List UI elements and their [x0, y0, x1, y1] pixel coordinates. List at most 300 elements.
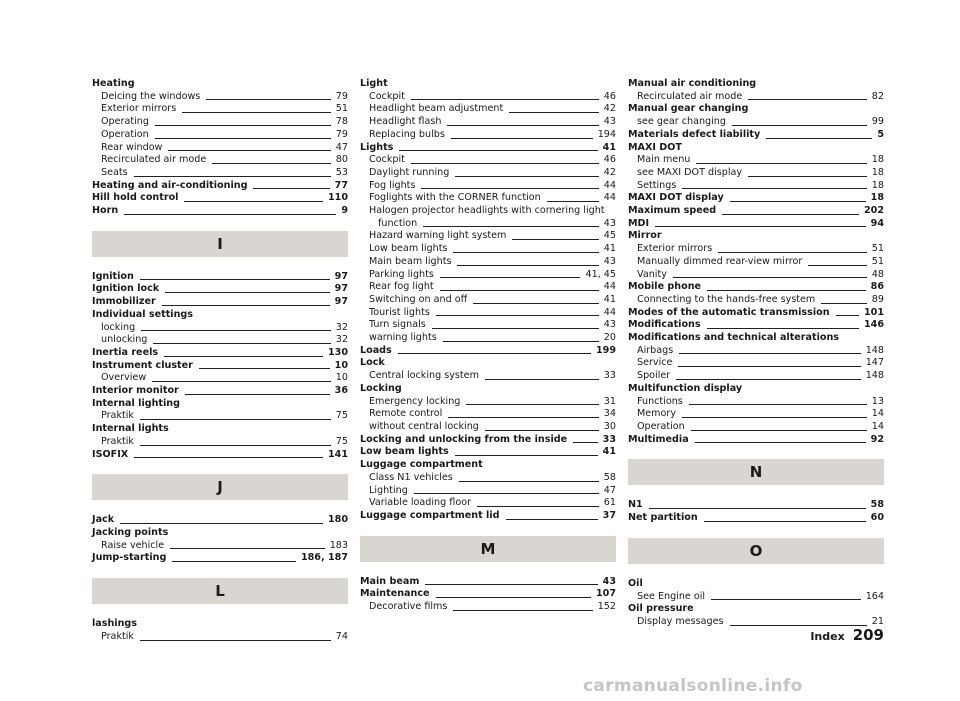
- index-entry: [92, 385, 348, 398]
- page-ref: 94: [870, 217, 884, 229]
- page-ref: 44: [603, 192, 616, 204]
- index-subentry: [360, 281, 616, 294]
- index-entry: [92, 552, 348, 565]
- leader-line: [573, 442, 598, 443]
- leader-line: [748, 176, 867, 177]
- index-subentry: [92, 631, 348, 644]
- index-heading: Luggage compartment: [360, 459, 483, 471]
- index-entry: [628, 205, 884, 218]
- index-entry: [92, 205, 348, 218]
- entry-term: Tourist lights: [369, 306, 430, 318]
- entry-term: Variable loading floor: [369, 497, 472, 509]
- page-ref: 37: [602, 509, 616, 521]
- page-ref: 58: [870, 499, 884, 511]
- entry-term: Spoiler: [637, 370, 671, 382]
- leader-line: [421, 188, 598, 189]
- page-ref: 202: [863, 205, 884, 217]
- page-ref: 51: [871, 243, 884, 255]
- index-subentry: [628, 243, 884, 256]
- entry-term: Operating: [101, 116, 149, 128]
- index-subentry: [360, 307, 616, 320]
- leader-line: [691, 430, 867, 431]
- page-ref: 48: [871, 268, 884, 280]
- leader-line: [695, 442, 866, 443]
- index-entry: [628, 499, 884, 512]
- entry-term: Main beam lights: [369, 255, 452, 267]
- entry-term: ISOFIX: [92, 448, 129, 460]
- page-ref: 9: [341, 205, 348, 217]
- index-entry: [360, 446, 616, 459]
- page-ref: 107: [595, 588, 616, 600]
- entry-term: Ignition: [92, 270, 134, 282]
- leader-line: [673, 277, 867, 278]
- index-subentry: [92, 154, 348, 167]
- entry-term: Memory: [637, 408, 677, 420]
- section-letter: N: [628, 459, 884, 485]
- page-ref: 47: [335, 141, 348, 153]
- index-heading: Heating: [92, 78, 135, 89]
- page-ref: 199: [595, 344, 616, 356]
- leader-line: [206, 99, 330, 100]
- index-subentry: [360, 269, 616, 282]
- section-letter: I: [92, 231, 348, 257]
- footer-label: Index: [810, 630, 845, 643]
- page-ref: 45: [603, 230, 616, 242]
- entry-term: Maintenance: [360, 588, 430, 600]
- leader-line: [152, 381, 331, 382]
- leader-line: [448, 417, 598, 418]
- index-subentry: [360, 472, 616, 485]
- leader-line: [459, 481, 599, 482]
- entry-term: Parking lights: [369, 268, 434, 280]
- index-entry: [628, 192, 884, 205]
- index-entry: [360, 510, 616, 523]
- section-letter: M: [360, 536, 616, 562]
- leader-line: [696, 163, 866, 164]
- leader-line: [199, 368, 330, 369]
- index-subentry: [628, 294, 884, 307]
- page-ref: 152: [597, 601, 616, 613]
- leader-line: [722, 214, 859, 215]
- index-subentry: [360, 256, 616, 269]
- entry-term: Foglights with the CORNER function: [369, 192, 541, 204]
- leader-line: [766, 138, 872, 139]
- entry-term: Functions: [637, 395, 683, 407]
- entry-term: Low beam lights: [360, 446, 449, 458]
- index-subentry: [360, 167, 616, 180]
- leader-line: [512, 239, 598, 240]
- index-subentry: [628, 357, 884, 370]
- leader-line: [455, 455, 598, 456]
- index-column-2: [360, 78, 616, 614]
- entry-term: Class N1 vehicles: [369, 471, 453, 483]
- entry-term: Vanity: [637, 268, 667, 280]
- index-subentry: [360, 129, 616, 142]
- page-ref: 33: [602, 433, 616, 445]
- entry-term: MAXI DOT display: [628, 192, 724, 204]
- index-entry: [628, 307, 884, 320]
- entry-term: Exterior mirrors: [637, 243, 713, 255]
- page-ref: 75: [335, 410, 348, 422]
- page-ref: 148: [865, 370, 884, 382]
- leader-line: [443, 341, 599, 342]
- index-entry: [92, 449, 348, 462]
- index-subentry: [360, 601, 616, 614]
- index-heading: Manual gear changing: [628, 103, 749, 115]
- page-ref: 18: [870, 192, 884, 204]
- leader-line: [704, 521, 866, 522]
- leader-line: [836, 315, 859, 316]
- entry-term: Turn signals: [369, 319, 426, 331]
- entry-term: Remote control: [369, 408, 443, 420]
- page-ref: 82: [871, 90, 884, 102]
- index-entry: [92, 283, 348, 296]
- entry-term: Settings: [637, 179, 677, 191]
- index-subentry: [360, 192, 616, 205]
- leader-line: [168, 150, 330, 151]
- leader-line: [730, 201, 866, 202]
- leader-line: [185, 394, 330, 395]
- page-number: 209: [852, 626, 884, 644]
- leader-line: [182, 112, 331, 113]
- index-subentry: [360, 218, 616, 231]
- page-ref: 130: [327, 346, 348, 358]
- page-ref: 47: [603, 484, 616, 496]
- entry-term: Operation: [637, 420, 685, 432]
- leader-line: [134, 457, 323, 458]
- index-entry: [628, 281, 884, 294]
- leader-line: [821, 303, 867, 304]
- page-ref: 79: [335, 90, 348, 102]
- index-heading: Multifunction display: [628, 382, 743, 394]
- index-heading: lashings: [92, 618, 137, 630]
- leader-line: [655, 226, 866, 227]
- entry-term: Locking and unlocking from the inside: [360, 433, 568, 445]
- page-ref: 43: [603, 217, 616, 229]
- entry-term: N1: [628, 499, 643, 511]
- index-entry: [360, 142, 616, 155]
- entry-term: Inertia reels: [92, 346, 159, 358]
- leader-line: [140, 419, 331, 420]
- leader-line: [423, 226, 599, 227]
- page-ref: 5: [877, 128, 884, 140]
- leader-line: [165, 292, 330, 293]
- page-ref: 89: [871, 293, 884, 305]
- leader-line: [649, 508, 866, 509]
- index-subentry: [360, 485, 616, 498]
- leader-line: [436, 315, 599, 316]
- entry-term: See Engine oil: [637, 590, 706, 602]
- page-ref: 110: [327, 192, 348, 204]
- page-ref: 75: [335, 435, 348, 447]
- leader-line: [732, 125, 867, 126]
- entry-term: Lighting: [369, 484, 408, 496]
- leader-line: [212, 163, 331, 164]
- page-ref: 30: [603, 420, 616, 432]
- page-ref: 10: [335, 372, 348, 384]
- index-entry: [360, 576, 616, 589]
- entry-term: see gear changing: [637, 116, 726, 128]
- index-entry: [92, 271, 348, 284]
- page-ref: 21: [871, 615, 884, 627]
- entry-term: Cockpit: [369, 90, 405, 102]
- page-ref: 61: [603, 497, 616, 509]
- index-subentry: [628, 91, 884, 104]
- entry-term: Mobile phone: [628, 281, 702, 293]
- leader-line: [134, 176, 331, 177]
- page-ref: 92: [870, 433, 884, 445]
- page-ref: 46: [603, 154, 616, 166]
- leader-line: [453, 252, 598, 253]
- index-entry: [360, 588, 616, 601]
- page-ref: 43: [603, 116, 616, 128]
- entry-term: Interior monitor: [92, 385, 179, 397]
- leader-line: [682, 417, 867, 418]
- index-column-3: [628, 78, 884, 629]
- entry-term: Rear fog light: [369, 281, 434, 293]
- index-heading: Oil: [628, 577, 643, 589]
- entry-term: Display messages: [637, 615, 724, 627]
- page-ref: 13: [871, 395, 884, 407]
- page-ref: 79: [335, 128, 348, 140]
- page-ref: 31: [603, 395, 616, 407]
- leader-line: [440, 277, 581, 278]
- page-ref: 20: [603, 332, 616, 344]
- index-subentry: [360, 408, 616, 421]
- page-ref: 41: [603, 243, 616, 255]
- leader-line: [440, 290, 599, 291]
- entry-term: Instrument cluster: [92, 359, 193, 371]
- entry-term: Seats: [101, 166, 128, 178]
- index-subentry: [92, 129, 348, 142]
- entry-term: Maximum speed: [628, 205, 717, 217]
- index-heading: MAXI DOT: [628, 141, 682, 153]
- entry-term: Main beam: [360, 575, 420, 587]
- page-ref: 60: [870, 512, 884, 524]
- entry-term: MDI: [628, 217, 650, 229]
- index-subentry: [92, 372, 348, 385]
- page-ref: 99: [871, 116, 884, 128]
- page-ref: 34: [603, 408, 616, 420]
- leader-line: [707, 328, 859, 329]
- leader-line: [170, 548, 325, 549]
- entry-term: Praktik: [101, 630, 134, 642]
- index-entry: [92, 360, 348, 373]
- index-subentry: [628, 180, 884, 193]
- leader-line: [679, 353, 860, 354]
- index-entry: [628, 434, 884, 447]
- index-subentry: [628, 167, 884, 180]
- entry-term: Deicing the windows: [101, 90, 201, 102]
- index-subentry: [92, 436, 348, 449]
- page-ref: 33: [603, 370, 616, 382]
- page-ref: 101: [863, 306, 884, 318]
- leader-line: [399, 150, 597, 151]
- page-ref: 43: [602, 575, 616, 587]
- entry-term: Headlight flash: [369, 116, 442, 128]
- index-subentry: [360, 116, 616, 129]
- leader-line: [547, 201, 599, 202]
- entry-term: Decorative films: [369, 601, 448, 613]
- index-subentry: [628, 154, 884, 167]
- index-subentry: [360, 421, 616, 434]
- entry-term: Airbags: [637, 344, 674, 356]
- page-ref: 14: [871, 408, 884, 420]
- index-heading: Individual settings: [92, 308, 193, 320]
- entry-term: Multimedia: [628, 433, 689, 445]
- entry-term: Rear window: [101, 141, 163, 153]
- index-subentry: [92, 410, 348, 423]
- page-ref: 18: [871, 154, 884, 166]
- page-ref: 164: [865, 590, 884, 602]
- entry-term: Service: [637, 357, 673, 369]
- index-subentry: [628, 396, 884, 409]
- leader-line: [140, 445, 331, 446]
- entry-term: Luggage compartment lid: [360, 509, 500, 521]
- entry-term: function: [378, 217, 418, 229]
- index-heading: Internal lights: [92, 423, 169, 435]
- index-subentry: [360, 294, 616, 307]
- index-subentry: [360, 230, 616, 243]
- index-heading: Mirror: [628, 230, 662, 242]
- leader-line: [453, 610, 592, 611]
- entry-term: Praktik: [101, 410, 134, 422]
- index-subentry: [92, 540, 348, 553]
- index-subentry: [92, 167, 348, 180]
- index-subentry: [628, 408, 884, 421]
- page-ref: 194: [597, 128, 616, 140]
- leader-line: [140, 640, 331, 641]
- index-entry: [628, 129, 884, 142]
- leader-line: [477, 506, 599, 507]
- index-subentry: [628, 345, 884, 358]
- leader-line: [485, 430, 599, 431]
- leader-line: [707, 290, 866, 291]
- index-subentry: [360, 91, 616, 104]
- entry-term: Loads: [360, 344, 392, 356]
- entry-term: unlocking: [101, 334, 148, 346]
- page-ref: 147: [865, 357, 884, 369]
- entry-term: Modifications: [628, 319, 701, 331]
- page-ref: 86: [870, 281, 884, 293]
- index-heading: Lock: [360, 357, 385, 369]
- page-ref: 41: [602, 141, 616, 153]
- page-ref: 53: [335, 166, 348, 178]
- index-column-1: [92, 78, 348, 644]
- index-subentry: [360, 396, 616, 409]
- leader-line: [718, 252, 867, 253]
- page-ref: 41: [602, 446, 616, 458]
- leader-line: [411, 163, 599, 164]
- page-footer: [810, 626, 884, 644]
- page-ref: 43: [603, 255, 616, 267]
- leader-line: [455, 176, 599, 177]
- entry-term: Jump-starting: [92, 552, 167, 564]
- entry-term: Recirculated air mode: [637, 90, 743, 102]
- index-heading: Internal lighting: [92, 397, 181, 409]
- index-entry: [92, 514, 348, 527]
- entry-term: locking: [101, 321, 136, 333]
- leader-line: [808, 265, 867, 266]
- index-subentry: [628, 370, 884, 383]
- index-heading: Oil pressure: [628, 603, 694, 615]
- entry-term: Net partition: [628, 512, 698, 524]
- index-entry: [92, 192, 348, 205]
- leader-line: [425, 584, 597, 585]
- leader-line: [153, 343, 330, 344]
- section-letter: O: [628, 538, 884, 564]
- page-ref: 36: [334, 385, 348, 397]
- index-entry: [92, 180, 348, 193]
- index-subentry: [360, 180, 616, 193]
- page-ref: 44: [603, 179, 616, 191]
- entry-term: Daylight running: [369, 166, 450, 178]
- page-ref: 14: [871, 420, 884, 432]
- section-letter: L: [92, 578, 348, 604]
- page-ref: 51: [871, 255, 884, 267]
- entry-term: Low beam lights: [369, 243, 448, 255]
- entry-term: Fog lights: [369, 179, 416, 191]
- index-heading: Jacking points: [92, 526, 169, 538]
- index-subentry: [360, 497, 616, 510]
- leader-line: [748, 99, 867, 100]
- entry-term: Overview: [101, 372, 147, 384]
- index-subentry: [92, 334, 348, 347]
- entry-term: Raise vehicle: [101, 539, 165, 551]
- index-entry: [628, 218, 884, 231]
- page-ref: 51: [335, 103, 348, 115]
- leader-line: [451, 138, 593, 139]
- leader-line: [172, 561, 296, 562]
- index-entry: [628, 512, 884, 525]
- index-subentry: [360, 332, 616, 345]
- page-ref: 18: [871, 166, 884, 178]
- entry-term: Emergency locking: [369, 395, 461, 407]
- leader-line: [473, 303, 599, 304]
- index-subentry: [360, 103, 616, 116]
- entry-term: Operation: [101, 128, 149, 140]
- entry-term: Central locking system: [369, 370, 479, 382]
- index-subentry: [92, 91, 348, 104]
- index-subentry: [92, 142, 348, 155]
- index-heading: Light: [360, 78, 388, 89]
- entry-term: Modes of the automatic transmission: [628, 306, 830, 318]
- page-ref: 41, 45: [585, 268, 616, 280]
- entry-term: Immobilizer: [92, 296, 156, 308]
- leader-line: [432, 328, 599, 329]
- entry-term: Replacing bulbs: [369, 128, 445, 140]
- index-subentry: [360, 370, 616, 383]
- entry-term: Hazard warning light system: [369, 230, 507, 242]
- entry-term: Jack: [92, 514, 115, 526]
- entry-term: Ignition lock: [92, 283, 160, 295]
- entry-term: Recirculated air mode: [101, 154, 207, 166]
- index-heading: Locking: [360, 382, 402, 394]
- page-ref: 141: [327, 448, 348, 460]
- leader-line: [676, 379, 860, 380]
- leader-line: [411, 99, 599, 100]
- page-ref: 44: [603, 306, 616, 318]
- leader-line: [689, 404, 867, 405]
- page-ref: 97: [334, 296, 348, 308]
- index-subentry: [628, 591, 884, 604]
- leader-line: [457, 265, 598, 266]
- entry-term: Connecting to the hands-free system: [637, 293, 816, 305]
- leader-line: [162, 305, 330, 306]
- index-subentry: [628, 269, 884, 282]
- index-subentry: [360, 319, 616, 332]
- leader-line: [466, 404, 598, 405]
